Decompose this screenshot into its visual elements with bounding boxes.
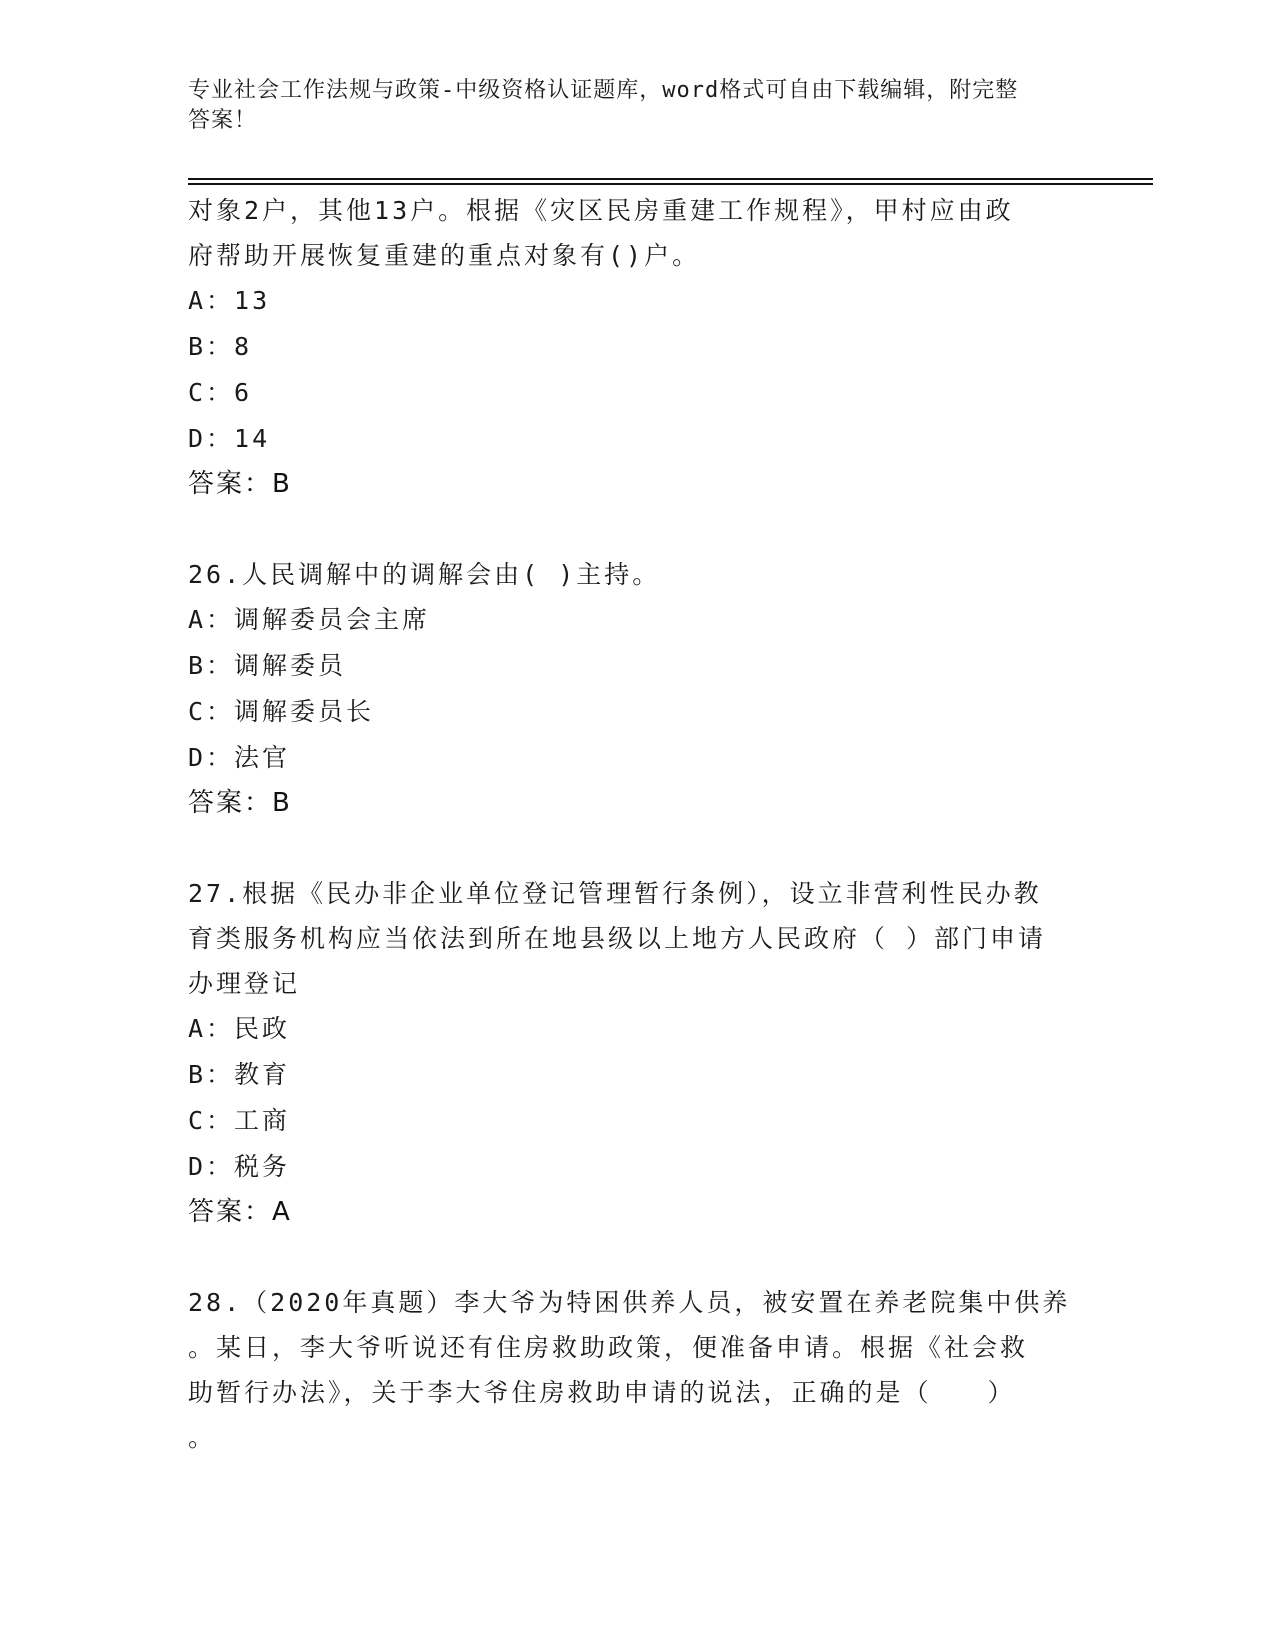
option-b: B：教育: [188, 1060, 291, 1089]
option-c: C：6: [188, 378, 253, 407]
answer-label: 答案：B: [188, 469, 292, 499]
option-d: D：法官: [188, 743, 291, 772]
question-stem-line: 办理登记: [188, 969, 301, 998]
answer-label: 答案：A: [188, 1197, 292, 1227]
header-line-1: 专业社会工作法规与政策-中级资格认证题库，word格式可自由下载编辑，附完整: [188, 78, 1019, 103]
option-a: A：13: [188, 286, 271, 315]
question-27: [188, 871, 1088, 1234]
option-a: A：调解委员会主席: [188, 605, 431, 634]
option-b: B：调解委员: [188, 651, 347, 680]
spacer: [188, 1234, 1088, 1280]
spacer: [188, 825, 1088, 871]
option-c: C：工商: [188, 1106, 291, 1135]
question-stem-line: 育类服务机构应当依法到所在地县级以上地方人民政府（ ）部门申请: [188, 924, 1047, 953]
option-c: C：调解委员长: [188, 697, 375, 726]
header-divider-top: [188, 178, 1153, 180]
option-a: A：民政: [188, 1014, 291, 1043]
question-26: [188, 552, 1088, 825]
question-stem-line: 府帮助开展恢复重建的重点对象有()户。: [188, 241, 701, 270]
question-stem-line: 助暂行办法》，关于李大爷住房救助申请的说法，正确的是（ ）: [188, 1378, 1016, 1407]
question-stem-line: 27.根据《民办非企业单位登记管理暂行条例），设立非营利性民办教: [188, 879, 1042, 908]
question-28: [188, 1280, 1088, 1460]
question-stem-line: 26.人民调解中的调解会由( )主持。: [188, 560, 661, 589]
option-d: D：14: [188, 424, 271, 453]
page-header: [188, 76, 1088, 136]
question-25: [188, 188, 1088, 506]
question-list: [188, 188, 1088, 1460]
spacer: [188, 506, 1088, 552]
header-divider-bottom: [188, 183, 1153, 185]
question-stem-line: 28.（2020年真题）李大爷为特困供养人员，被安置在养老院集中供养: [188, 1288, 1071, 1317]
header-line-2: 答案！: [188, 108, 258, 133]
question-stem-line: 。某日，李大爷听说还有住房救助政策，便准备申请。根据《社会救: [188, 1333, 1029, 1362]
option-d: D：税务: [188, 1152, 291, 1181]
answer-label: 答案：B: [188, 788, 292, 818]
option-b: B：8: [188, 332, 253, 361]
question-stem-line: 对象2户，其他13户。根据《灾区民房重建工作规程》，甲村应由政: [188, 196, 1014, 225]
question-stem-line: 。: [188, 1423, 217, 1452]
